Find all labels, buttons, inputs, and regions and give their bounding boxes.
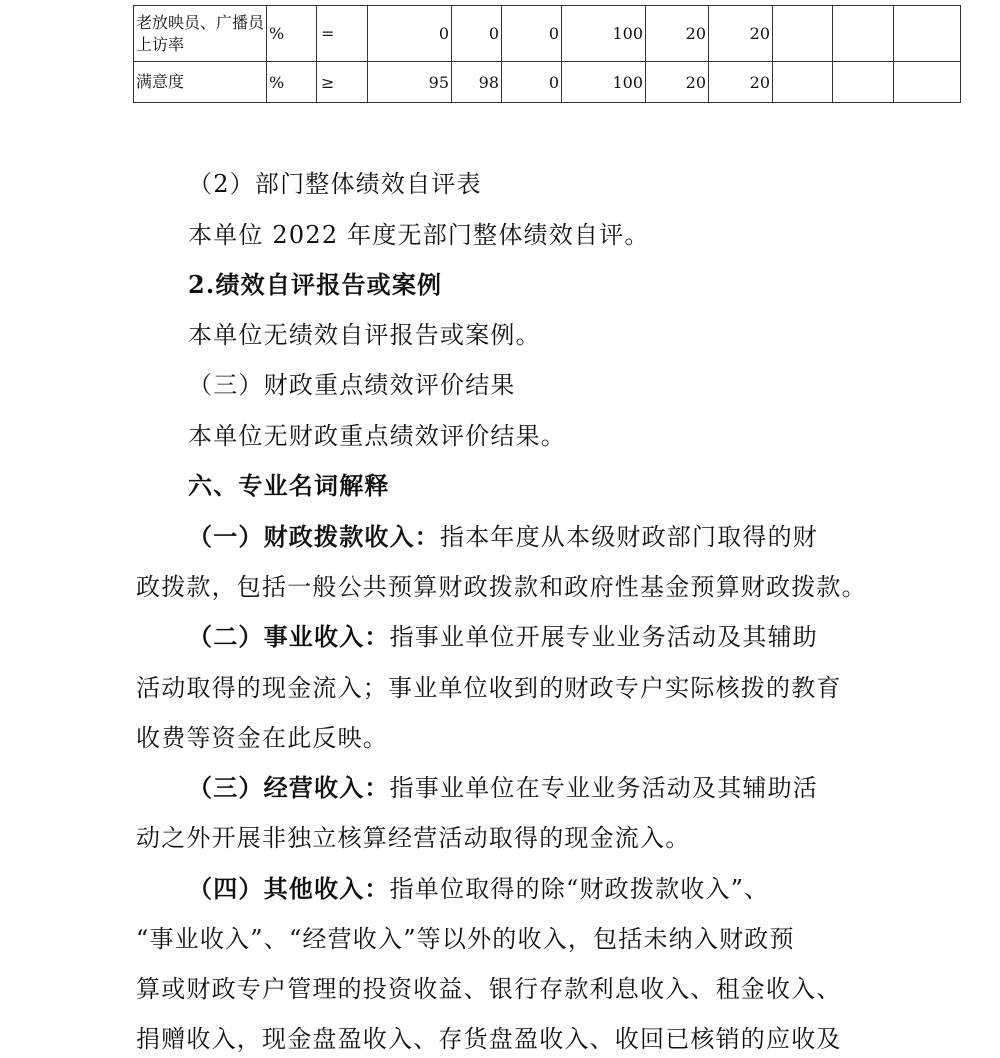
indicator-value: 0 [502, 6, 562, 62]
paragraph-report: 本单位无绩效自评报告或案例。 [188, 321, 541, 349]
section-heading-fiscal-key: （三）财政重点绩效评价结果 [188, 371, 516, 399]
table-row [134, 62, 961, 103]
term-definition-line: 动之外开展非独立核算经营活动取得的现金流入。 [136, 824, 691, 852]
indicator-name: 满意度 [134, 62, 267, 103]
indicator-empty [833, 6, 894, 62]
indicator-value: 100 [562, 6, 646, 62]
term-text: 指本年度从本级财政部门取得的财 [440, 523, 818, 551]
term-text: 指事业单位开展专业业务活动及其辅助 [389, 623, 819, 651]
section-heading-report: 2.绩效自评报告或案例 [188, 270, 443, 299]
performance-indicator-table [133, 5, 961, 103]
indicator-unit: % [267, 6, 317, 62]
indicator-empty [833, 62, 894, 103]
term-definition-line: 捐赠收入，现金盘盈收入、存货盘盈收入、收回已核销的应收及 [136, 1025, 842, 1053]
indicator-empty [773, 62, 833, 103]
section-heading-terms: 六、专业名词解释 [188, 471, 390, 500]
indicator-target: 95 [368, 62, 452, 103]
section-heading-dept-table: （2）部门整体绩效自评表 [188, 170, 482, 198]
paragraph-fiscal-key: 本单位无财政重点绩效评价结果。 [188, 422, 566, 450]
indicator-unit: % [267, 62, 317, 103]
paragraph-dept-table: 本单位 2022 年度无部门整体绩效自评。 [188, 221, 650, 249]
term-definition-other-income [188, 874, 769, 904]
term-text: 指单位取得的除“财政拨款收入”、 [389, 875, 770, 903]
indicator-empty [894, 62, 961, 103]
term-definition-business-income [188, 622, 818, 652]
term-label: （三）经营收入： [188, 773, 390, 802]
term-label: （四）其他收入： [188, 874, 390, 903]
term-label: （二）事业收入： [188, 622, 390, 651]
term-label: （一）财政拨款收入： [188, 522, 440, 551]
indicator-value: 20 [646, 62, 709, 103]
indicator-value: 20 [709, 6, 773, 62]
indicator-value: 20 [646, 6, 709, 62]
indicator-target: 0 [368, 6, 452, 62]
indicator-empty [773, 6, 833, 62]
indicator-operator: = [317, 6, 368, 62]
indicator-actual: 0 [452, 6, 502, 62]
term-definition-operating-income [188, 773, 818, 803]
indicator-name: 老放映员、广播员上访率 [134, 6, 267, 62]
term-definition-fiscal-appropriation [188, 522, 818, 552]
term-definition-line: 算或财政专户管理的投资收益、银行存款利息收入、租金收入、 [136, 975, 842, 1003]
term-definition-line: 政拨款，包括一般公共预算财政拨款和政府性基金预算财政拨款。 [136, 573, 867, 601]
table-row [134, 6, 961, 62]
term-definition-line: 活动取得的现金流入；事业单位收到的财政专户实际核拨的教育 [136, 674, 842, 702]
indicator-empty [894, 6, 961, 62]
term-definition-line: “事业收入”、“经营收入”等以外的收入，包括未纳入财政预 [136, 925, 795, 953]
term-text: 指事业单位在专业业务活动及其辅助活 [389, 774, 819, 802]
indicator-value: 100 [562, 62, 646, 103]
indicator-value: 0 [502, 62, 562, 103]
indicator-value: 20 [709, 62, 773, 103]
term-definition-line: 收费等资金在此反映。 [136, 724, 388, 752]
indicator-operator: ≥ [317, 62, 368, 103]
indicator-actual: 98 [452, 62, 502, 103]
